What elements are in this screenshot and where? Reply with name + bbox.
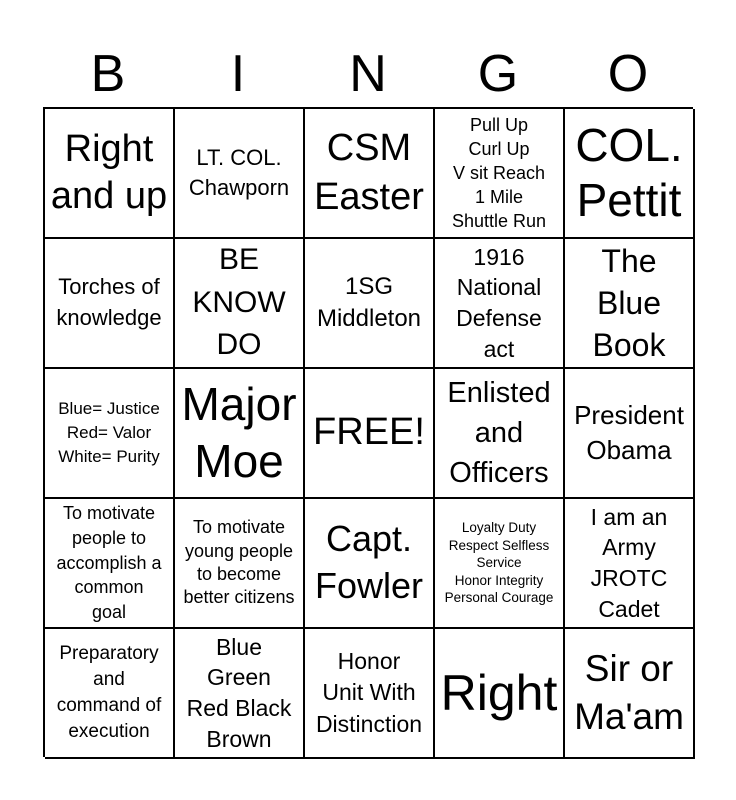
bingo-cell-text: Capt. Fowler (314, 518, 424, 606)
bingo-cell[interactable] (175, 629, 305, 759)
bingo-card-grid (43, 107, 693, 757)
bingo-cell-text: Honor Unit With Distinction (315, 648, 423, 737)
bingo-cell[interactable] (435, 369, 565, 499)
bingo-cell[interactable] (45, 369, 175, 499)
header-letter-g: G (477, 45, 519, 103)
bingo-cell[interactable] (45, 499, 175, 629)
bingo-cell[interactable] (565, 369, 695, 499)
bingo-cell[interactable] (435, 239, 565, 369)
header-letter-n: N (349, 45, 387, 103)
bingo-cell[interactable] (175, 499, 305, 629)
bingo-cell-text: COL. Pettit (575, 118, 683, 226)
bingo-cell-text: Right and up (50, 127, 168, 217)
bingo-cell-text: Enlisted and Officers (447, 376, 551, 489)
bingo-cell[interactable] (435, 629, 565, 759)
bingo-cell-text: The Blue Book (592, 242, 666, 364)
header-letter-b: B (90, 45, 126, 103)
bingo-cell-text: Blue= Justice Red= Valor White= Purity (58, 398, 160, 467)
bingo-cell-text: Torches of knowledge (56, 274, 162, 330)
bingo-cell[interactable] (305, 629, 435, 759)
bingo-cell[interactable] (565, 629, 695, 759)
bingo-cell[interactable] (175, 239, 305, 369)
bingo-cell-text: Right (440, 665, 558, 721)
bingo-cell[interactable] (45, 629, 175, 759)
bingo-cell[interactable] (435, 499, 565, 629)
bingo-cell-text: Major Moe (181, 377, 297, 487)
bingo-cell[interactable] (565, 109, 695, 239)
free-space-cell[interactable] (305, 369, 435, 499)
bingo-cell-text: CSM Easter (314, 126, 424, 218)
bingo-cell[interactable] (45, 239, 175, 369)
bingo-cell[interactable] (565, 239, 695, 369)
bingo-cell[interactable] (305, 499, 435, 629)
bingo-cell-text: Loyalty Duty Respect Selfless Service Honor Integrity Personal Courage (444, 520, 554, 606)
bingo-cell-text: 1SG Middleton (316, 272, 422, 332)
bingo-cell-text: To motivate young people to become better citizens (183, 517, 295, 608)
bingo-cell[interactable] (45, 109, 175, 239)
bingo-cell[interactable] (565, 499, 695, 629)
bingo-cell-text: Sir or Ma'am (574, 647, 684, 737)
bingo-cell-text: To motivate people to accomplish a common goal (56, 502, 162, 623)
bingo-cell[interactable] (435, 109, 565, 239)
bingo-cell-text: Blue Green Red Black Brown (186, 633, 292, 752)
bingo-cell-text: LT. COL. Chawporn (188, 145, 290, 200)
bingo-cell-text: Preparatory and command of execution (56, 642, 162, 743)
bingo-cell[interactable] (175, 369, 305, 499)
bingo-cell[interactable] (305, 109, 435, 239)
header-letter-i: I (230, 45, 246, 103)
bingo-cell-text: 1916 National Defense act (456, 243, 542, 362)
bingo-cell-text: I am an Army JROTC Cadet (590, 503, 668, 622)
bingo-cell-text: President Obama (574, 399, 684, 465)
bingo-cell[interactable] (305, 239, 435, 369)
bingo-cell-text: BE KNOW DO (192, 243, 286, 362)
header-letter-o: O (607, 45, 649, 103)
bingo-cell-text: FREE! (313, 411, 425, 454)
bingo-header (43, 42, 693, 106)
bingo-cell-text: Pull Up Curl Up V sit Reach 1 Mile Shuttle Run (451, 114, 547, 232)
bingo-cell[interactable] (175, 109, 305, 239)
